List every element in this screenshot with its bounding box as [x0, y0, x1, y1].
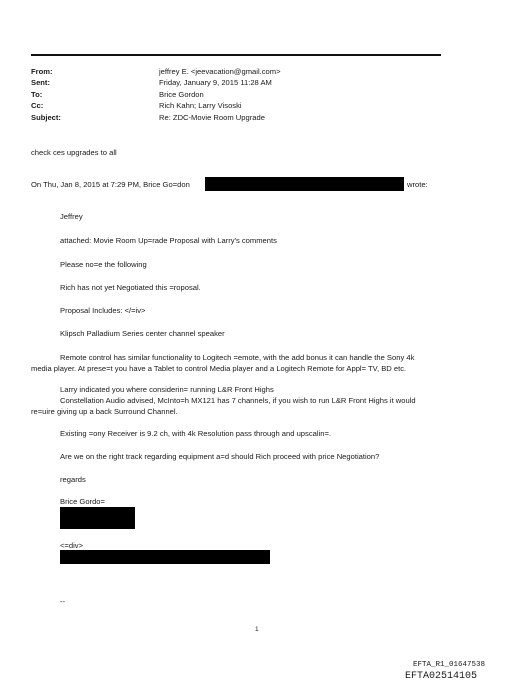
question-line: Are we on the right track regarding equipment a=d should Rich proceed with price Negotiation? — [60, 452, 380, 461]
includes-line: Proposal Includes: </=iv> — [60, 306, 146, 315]
redaction-signature — [60, 507, 135, 529]
subject-value: Re: ZDC-Movie Room Upgrade — [159, 113, 265, 122]
div-tag-line: <=div> — [60, 541, 84, 550]
redaction-footer — [60, 550, 270, 564]
larry-line-2: Constellation Audio advised, McInto=h MX121 has 7 channels, if you wish to run L&R Front Highs it would — [60, 396, 416, 405]
signature-line: Brice Gordo= — [60, 497, 105, 506]
to-value: Brice Gordon — [159, 90, 204, 99]
page-number: 1 — [255, 626, 259, 633]
reply-text: check ces upgrades to all — [31, 148, 117, 157]
header-divider — [31, 54, 441, 56]
rich-line: Rich has not yet Negotiated this =roposal. — [60, 283, 201, 292]
footer-id-large: EFTA02514105 — [405, 671, 478, 682]
footer-id-small: EFTA_R1_01647538 — [413, 661, 486, 669]
from-value: jeffrey E. <jeevacation@gmail.com> — [159, 67, 281, 76]
quote-intro: On Thu, Jan 8, 2015 at 7:29 PM, Brice Go=don — [31, 180, 190, 189]
from-label: From: — [31, 67, 53, 76]
existing-line: Existing =ony Receiver is 9.2 ch, with 4k Resolution pass through and upscalin=. — [60, 429, 331, 438]
redaction-email — [205, 177, 404, 191]
to-label: To: — [31, 90, 43, 99]
dash-line: -- — [60, 597, 66, 606]
larry-line-1: Larry indicated you where considerin= running L&R Front Highs — [60, 385, 274, 394]
cc-value: Rich Kahn; Larry Visoski — [159, 101, 242, 110]
attached-line: attached: Movie Room Up=rade Proposal with Larry's comments — [60, 236, 277, 245]
quote-intro-end: wrote: — [407, 180, 428, 189]
sent-label: Sent: — [31, 78, 50, 87]
regards-line: regards — [60, 475, 86, 484]
larry-line-3: re=uire giving up a back Surround Channel. — [31, 407, 178, 416]
remote-line-2: media player. At prese=t you have a Tablet to control Media player and a Logitech Remote for Appl= TV, BD etc. — [31, 364, 407, 373]
remote-line-1: Remote control has similar functionality to Logitech =emote, with the add bonus it can handle the Sony 4k — [60, 353, 415, 362]
sent-value: Friday, January 9, 2015 11:28 AM — [159, 78, 272, 87]
subject-label: Subject: — [31, 113, 61, 122]
klipsch-line: Klipsch Palladium Series center channel speaker — [60, 329, 225, 338]
note-line: Please no=e the following — [60, 260, 147, 269]
cc-label: Cc: — [31, 101, 44, 110]
greeting: Jeffrey — [60, 212, 83, 221]
